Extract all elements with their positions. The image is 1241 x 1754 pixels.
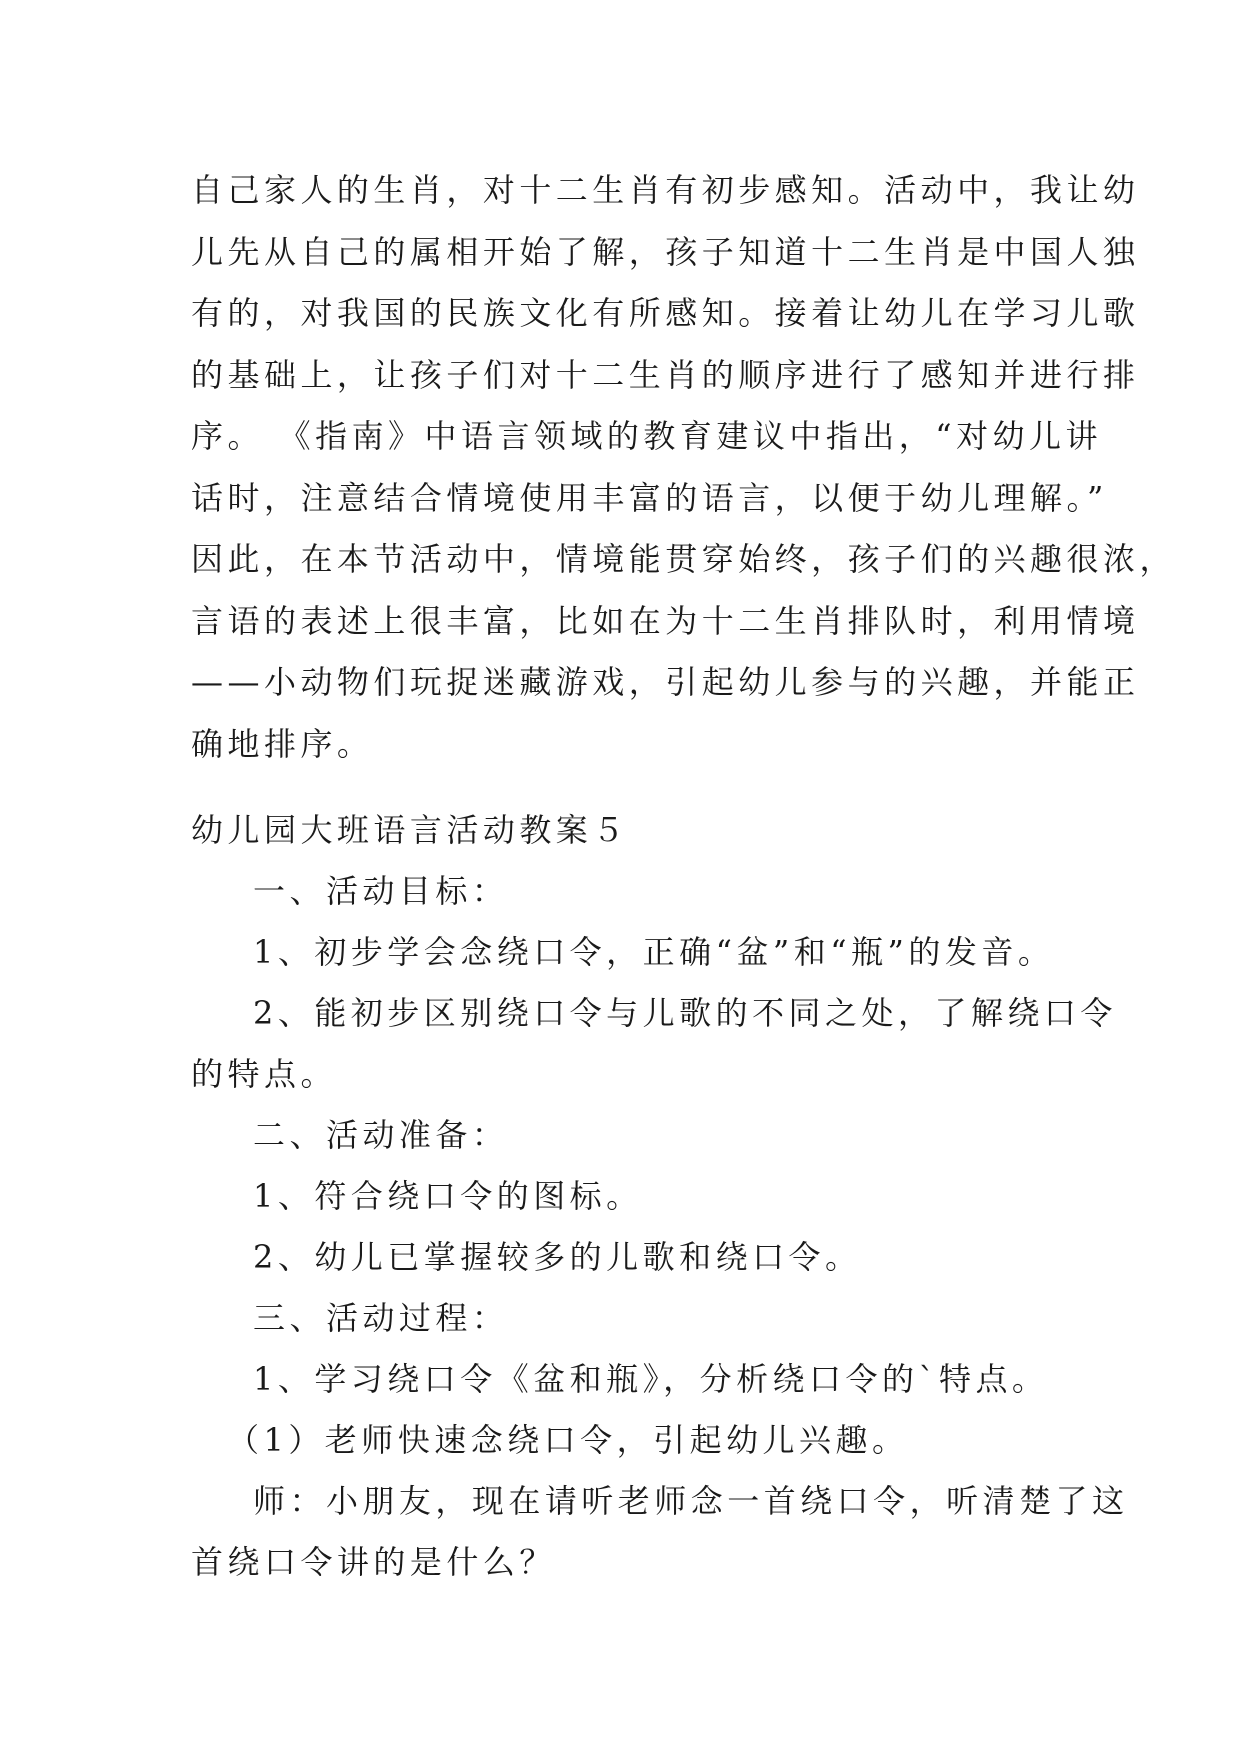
paragraph-line: 的基础上，让孩子们对十二生肖的顺序进行了感知并进行排 <box>191 355 1140 394</box>
paragraph-reflection <box>191 160 1176 775</box>
teacher-dialogue: 师：小朋友，现在请听老师念一首绕口令，听清楚了这 <box>253 1482 1129 1520</box>
teacher-dialogue-continued: 首绕口令讲的是什么？ <box>191 1543 556 1581</box>
prep-item-2: 2、幼儿已掌握较多的儿歌和绕口令。 <box>253 1238 862 1276</box>
section-title: 幼儿园大班语言活动教案５ <box>191 811 629 849</box>
heading-preparation: 二、活动准备： <box>253 1116 509 1154</box>
paragraph-line: 儿先从自己的属相开始了解，孩子知道十二生肖是中国人独 <box>191 232 1140 271</box>
heading-goals: 一、活动目标： <box>253 872 509 910</box>
paragraph-line: 话时，注意结合情境使用丰富的语言，以便于幼儿理解。” <box>191 478 1108 517</box>
prep-item-1: 1、符合绕口令的图标。 <box>253 1177 643 1215</box>
lesson-plan-section <box>191 800 1129 1593</box>
goal-item-2: 2、能初步区别绕口令与儿歌的不同之处，了解绕口令 <box>253 994 1117 1032</box>
paragraph-line: 有的，对我国的民族文化有所感知。接着让幼儿在学习儿歌 <box>191 294 1140 332</box>
paragraph-line: 自己家人的生肖，对十二生肖有初步感知。活动中，我让幼 <box>191 171 1140 209</box>
goal-item-2-continued: 的特点。 <box>191 1055 337 1093</box>
paragraph-line: 序。 《指南》中语言领域的教育建议中指出，“对幼儿讲 <box>191 417 1103 455</box>
paragraph-line: 因此，在本节活动中，情境能贯穿始终，孩子们的兴趣很浓， <box>191 540 1176 578</box>
paragraph-line: 确地排序。 <box>191 724 374 763</box>
paragraph-line: 言语的表述上很丰富，比如在为十二生肖排队时，利用情境 <box>191 601 1140 640</box>
heading-process: 三、活动过程： <box>253 1299 509 1337</box>
goal-item-1: 1、初步学会念绕口令，正确“盆”和“瓶”的发音。 <box>253 933 1055 971</box>
process-item-1: 1、学习绕口令《盆和瓶》，分析绕口令的`特点。 <box>253 1360 1049 1398</box>
process-subitem-1: （1）老师快速念绕口令，引起幼儿兴趣。 <box>227 1421 909 1459</box>
paragraph-line: ——小动物们玩捉迷藏游戏，引起幼儿参与的兴趣，并能正 <box>191 663 1140 701</box>
